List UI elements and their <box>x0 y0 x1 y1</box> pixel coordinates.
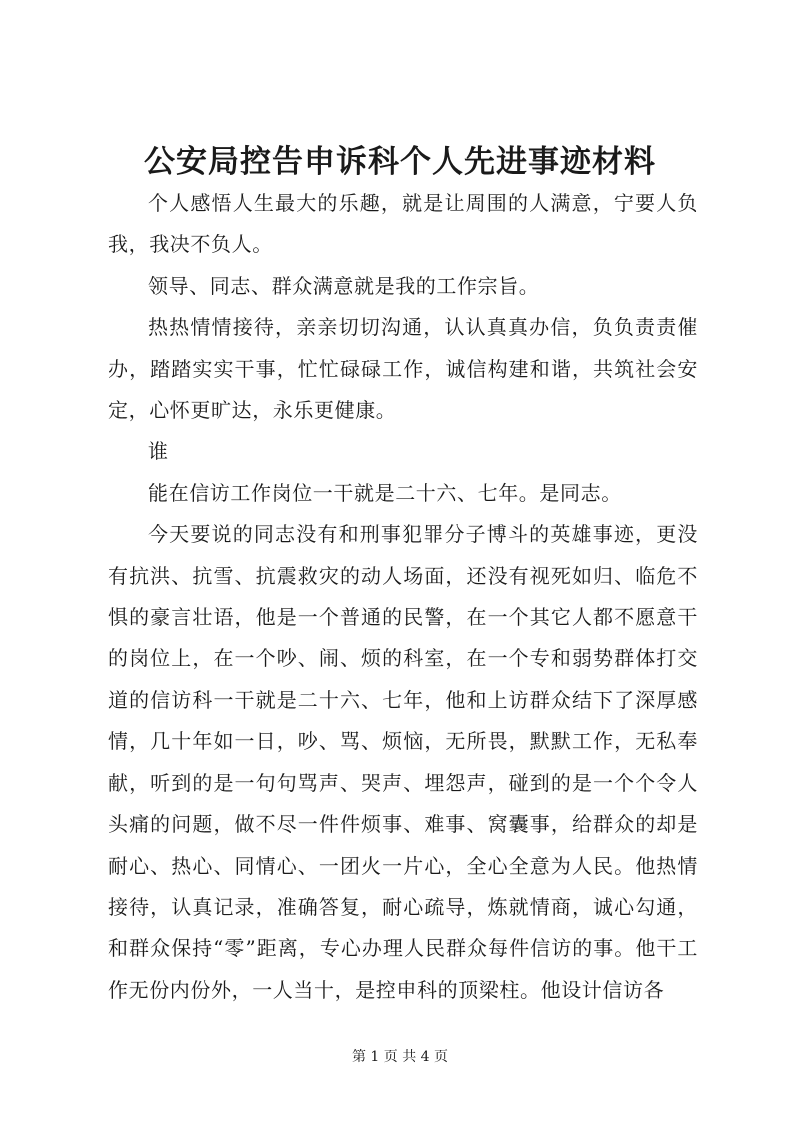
paragraph: 个人感悟人生最大的乐趣，就是让周围的人满意，宁要人负我，我决不负人。 <box>108 191 698 257</box>
paragraph: 今天要说的同志没有和刑事犯罪分子博斗的英雄事迹，更没有抗洪、抗雪、抗震救灾的动人场面，还没有视死如归、临危不惧的豪言壮语，他是一个普通的民警，在一个其它人都不愿意干的岗位上，在一个吵、闹、烦的科室，在一个专和弱势群体打交道的信访科一干就是二十六、七年，他和上访群众结下了深厚感情，几十年如一日，吵、骂、烦恼，无所畏，默默工作，无私奉献，听到的是一句句骂声、哭声、埋怨声，碰到的是一个个令人头痛的问题，做不尽一件件烦事、难事、窝囊事，给群众的却是耐心、热心、同情心、一团火一片心，全心全意为人民。他热情接待，认真记录，准确答复，耐心疏导，炼就情商，诚心勾通，和群众保持“零”距离，专心办理人民群众每件信访的事。他干工作无份内份外，一人当十，是控申科的顶梁柱。他设计信访各 <box>108 522 698 1002</box>
paragraph: 领导、同志、群众满意就是我的工作宗旨。 <box>148 273 540 298</box>
paragraph: 热热情情接待，亲亲切切沟通，认认真真办信，负负责责催办，踏踏实实干事，忙忙碌碌工作，诚信构建和谐，共筑社会安定，心怀更旷达，永乐更健康。 <box>108 315 698 423</box>
page-number-footer: 第 1 页 共 4 页 <box>351 1049 449 1065</box>
document-title: 公安局控告申诉科个人先进事迹材料 <box>144 144 656 180</box>
document-body <box>108 183 698 1011</box>
paragraph: 能在信访工作岗位一干就是二十六、七年。是同志。 <box>148 480 622 505</box>
paragraph: 谁 <box>148 439 169 464</box>
